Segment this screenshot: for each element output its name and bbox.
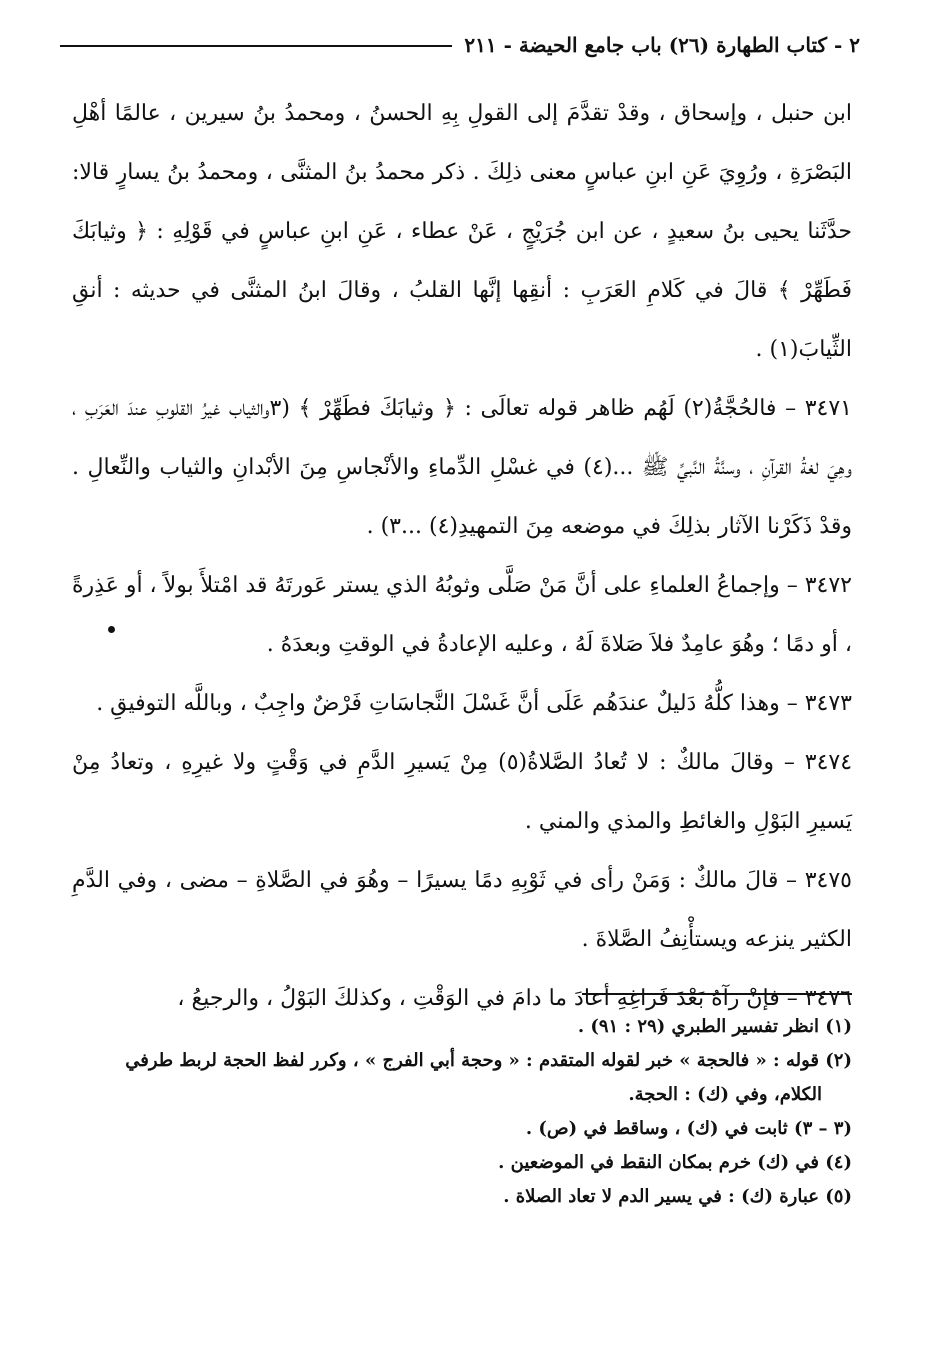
footnote-1: (١) انظر تفسير الطبري (٢٩ : ٩١) . bbox=[577, 1016, 852, 1037]
header-title: ٢ - كتاب الطهارة (٢٦) باب جامع الحيضة - ٢١١ bbox=[464, 33, 860, 57]
footnote-separator bbox=[582, 993, 852, 995]
paragraph-3471: ٣٤٧١ – فالحُجَّةُ(٢) لَهُم ظاهر قوله تعالَى : ﴿ وثيابَكَ فطَهِّرْ ﴾ (٣والثياب غيرُ القلوبِ عندَ العَرَبِ ، وهِيَ لغةُ القرآنِ ، وسنَّةُ النَّبيِّ ﷺ ...(٤) في غسْلِ الدِّماءِ والأنْجاسِ مِنَ الأبْدانِ والثياب والنِّعالِ . وقدْ ذَكَرْنا الآثار بذلِكَ في موضعه مِنَ التمهيدِ(٤) ...٣) . bbox=[72, 396, 852, 539]
footnote-2-continued: الكلام، وفي (ك) : الحجة. bbox=[628, 1084, 822, 1105]
paragraph-intro: ابن حنبل ، وإسحاق ، وقدْ تقدَّمَ إلى القولِ بِهِ الحسنُ ، ومحمدُ بنُ سيرين ، عالمًا أهْلِ البَصْرَةِ ، ورُوِيَ عَنِ ابنِ عباسٍ معنى ذلِكَ . ذكر محمدُ بنُ المثنَّى ، ومحمدُ بنُ يسارٍ قالا: حدَّثَنا يحيى بنُ سعيدٍ ، عن ابن جُرَيْجٍ ، عَنْ عطاء ، عَنِ ابنِ عباسٍ في قَوْلِهِ : ﴿ وثيابَكَ فَطَهِّرْ ﴾ قالَ في كَلامِ العَرَبِ : أنقِها إنَّها القلبُ ، وقالَ ابنُ المثنَّى في حديثه : أنقِ الثِّيابَ(١) . bbox=[72, 101, 852, 362]
header-rule bbox=[60, 45, 452, 47]
paragraph-3472: ٣٤٧٢ – وإجماعُ العلماءِ على أنَّ مَنْ صَلَّى وثوبُهُ الذي يستر عَورتَهُ قد امْتلأَ بولاً ، أو عَذِرةً ، أو دمًا ؛ وهُوَ عامِدٌ فلاَ صَلاةَ لَهُ ، وعليه الإعادةُ في الوقتِ وبعدَهُ . bbox=[72, 573, 852, 657]
paragraph-3474: ٣٤٧٤ – وقالَ مالكٌ : لا تُعادُ الصَّلاةُ(٥) مِنْ يَسيرِ الدَّمِ في وَقْتٍ ولا غيرِهِ ، وتعادُ مِنْ يَسيرِ البَوْلِ والغائطِ والمذي والمني . bbox=[72, 750, 853, 834]
footnote-4: (٤) في (ك) خرم بمكان النقط في الموضعين . bbox=[498, 1152, 852, 1173]
paragraph-3473: ٣٤٧٣ – وهذا كلُّهُ دَليلٌ عندَهُم عَلَى أنَّ غَسْلَ النَّجاسَاتِ فَرْضٌ واجِبٌ ، وباللَّه التوفيقِ . bbox=[96, 691, 852, 716]
footnotes bbox=[82, 1010, 852, 1214]
footnote-2: (٢) قوله : « فالحجة » خبر لقوله المتقدم : « وحجة أبي الفرج » ، وكرر لفظ الحجة لربط طرفي bbox=[125, 1050, 852, 1071]
paragraph-3476: ٣٤٧٦ – فإنْ رآهُ بَعْدَ فَراغِهِ أعادَ ما دامَ في الوَقْتِ ، وكذلكَ البَوْلُ ، والرجيعُ ، bbox=[177, 986, 852, 1011]
footnote-3: (٣ – ٣) ثابت في (ك) ، وساقط في (ص) . bbox=[525, 1118, 852, 1139]
running-header bbox=[60, 30, 860, 60]
ink-dot bbox=[108, 626, 115, 633]
main-text bbox=[72, 84, 852, 1028]
footnote-5: (٥) عبارة (ك) : في يسير الدم لا تعاد الصلاة . bbox=[503, 1186, 852, 1207]
paragraph-3475: ٣٤٧٥ – قالَ مالكٌ : وَمَنْ رأى في ثَوْبِهِ دمًا يسيرًا – وهُوَ في الصَّلاةِ – مضى ، وفي الدَّمِ الكثير ينزعه ويستأْنِفُ الصَّلاةَ . bbox=[72, 868, 852, 952]
